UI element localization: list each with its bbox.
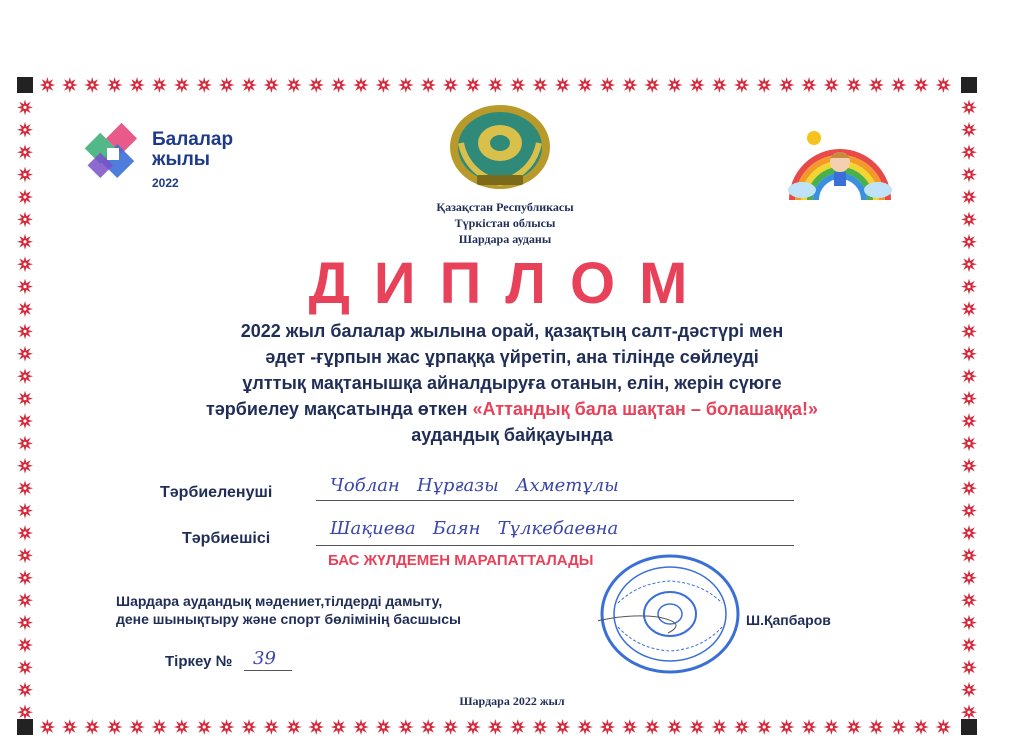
- border-star-icon: [961, 637, 977, 653]
- border-star-icon: [961, 144, 977, 160]
- border-star-icon: [17, 167, 33, 183]
- border-star-icon: [555, 77, 571, 93]
- border-star-icon: [891, 77, 907, 93]
- border-star-icon: [510, 719, 526, 735]
- border-corner-icon: [961, 719, 977, 735]
- teacher-name-handwritten: Шақиева Баян Тұлкебаевна: [330, 518, 619, 539]
- border-star-icon: [577, 719, 593, 735]
- border-star-icon: [174, 77, 190, 93]
- border-star-icon: [62, 719, 78, 735]
- border-star-icon: [17, 234, 33, 250]
- border-star-icon: [599, 77, 615, 93]
- border-star-icon: [711, 77, 727, 93]
- border-star-icon: [756, 719, 772, 735]
- border-star-icon: [17, 592, 33, 608]
- rainbow-illustration-icon: [786, 128, 894, 208]
- body-line-5: аудандық байқауында: [411, 425, 613, 445]
- body-line-1: 2022 жыл балалар жылына орай, қазақтың салт-дәстүрі мен: [240, 321, 784, 341]
- border-star-icon: [961, 391, 977, 407]
- pupil-name-handwritten: Чоблан Нұрғазы Ахметұлы: [330, 475, 619, 496]
- border-star-icon: [375, 77, 391, 93]
- border-star-icon: [263, 77, 279, 93]
- border-star-icon: [961, 570, 977, 586]
- border-star-icon: [39, 77, 55, 93]
- border-star-icon: [17, 391, 33, 407]
- border-star-icon: [17, 615, 33, 631]
- border-star-icon: [219, 719, 235, 735]
- border-star-icon: [308, 719, 324, 735]
- border-star-icon: [331, 719, 347, 735]
- border-star-icon: [17, 99, 33, 115]
- border-star-icon: [17, 323, 33, 339]
- border-star-icon: [644, 77, 660, 93]
- border-star-icon: [17, 346, 33, 362]
- border-star-icon: [487, 77, 503, 93]
- award-text: БАС ЖҮЛДЕМЕН МАРАПАТТАЛАДЫ: [328, 552, 594, 569]
- border-star-icon: [913, 77, 929, 93]
- border-star-icon: [443, 77, 459, 93]
- border-star-icon: [286, 77, 302, 93]
- border-star-icon: [17, 368, 33, 384]
- border-star-icon: [196, 719, 212, 735]
- header-district: Шардара ауданы: [458, 232, 552, 246]
- border-star-icon: [17, 637, 33, 653]
- border-star-icon: [961, 435, 977, 451]
- border-corner-icon: [17, 77, 33, 93]
- border-star-icon: [961, 615, 977, 631]
- border-star-icon: [84, 719, 100, 735]
- border-star-icon: [219, 77, 235, 93]
- border-star-icon: [17, 458, 33, 474]
- border-star-icon: [263, 719, 279, 735]
- border-star-icon: [17, 279, 33, 295]
- logo-title-line2: жылы: [152, 149, 210, 170]
- border-star-icon: [465, 719, 481, 735]
- border-star-icon: [823, 719, 839, 735]
- border-star-icon: [734, 719, 750, 735]
- logo-year: 2022: [152, 176, 179, 190]
- border-star-icon: [622, 77, 638, 93]
- border-star-icon: [961, 323, 977, 339]
- border-star-icon: [17, 659, 33, 675]
- border-star-icon: [308, 77, 324, 93]
- border-star-icon: [935, 77, 951, 93]
- border-star-icon: [487, 719, 503, 735]
- border-star-icon: [196, 77, 212, 93]
- signer-name: Ш.Қапбаров: [746, 612, 831, 628]
- border-corner-icon: [961, 77, 977, 93]
- border-star-icon: [756, 77, 772, 93]
- border-star-icon: [129, 77, 145, 93]
- border-star-icon: [599, 719, 615, 735]
- header-republic: Қазақстан Республикасы: [436, 200, 574, 214]
- border-star-icon: [801, 719, 817, 735]
- border-star-icon: [353, 719, 369, 735]
- border-star-icon: [532, 77, 548, 93]
- border-star-icon: [17, 301, 33, 317]
- border-star-icon: [961, 279, 977, 295]
- border-star-icon: [17, 480, 33, 496]
- border-star-icon: [577, 77, 593, 93]
- border-star-icon: [331, 77, 347, 93]
- footer-place-year: Шардара 2022 жыл: [459, 694, 565, 708]
- border-star-icon: [801, 77, 817, 93]
- border-star-icon: [961, 547, 977, 563]
- registration-underline: [244, 670, 292, 671]
- teacher-label: Тәрбиешісі: [182, 530, 271, 547]
- border-star-icon: [961, 122, 977, 138]
- border-star-icon: [779, 77, 795, 93]
- pupil-label: Тәрбиеленуші: [160, 484, 273, 501]
- border-star-icon: [151, 77, 167, 93]
- border-star-icon: [17, 525, 33, 541]
- border-star-icon: [129, 719, 145, 735]
- logo-title-line1: Балалар: [152, 129, 234, 150]
- department-line-1: Шардара аудандық мәдениет,тілдерді дамыту,: [116, 593, 443, 609]
- border-star-icon: [17, 144, 33, 160]
- border-star-icon: [689, 77, 705, 93]
- body-line-4: [100, 396, 924, 422]
- border-star-icon: [17, 413, 33, 429]
- border-star-icon: [17, 503, 33, 519]
- border-star-icon: [241, 719, 257, 735]
- border-star-icon: [846, 77, 862, 93]
- childrens-year-logo: [82, 118, 232, 198]
- border-star-icon: [174, 719, 190, 735]
- border-star-icon: [961, 256, 977, 272]
- border-star-icon: [622, 719, 638, 735]
- border-star-icon: [17, 256, 33, 272]
- border-star-icon: [151, 719, 167, 735]
- border-star-icon: [465, 77, 481, 93]
- registration-label: Тіркеу №: [165, 653, 233, 670]
- body-line-4-prefix: тәрбиелеу мақсатында өткен: [205, 399, 468, 419]
- border-star-icon: [17, 547, 33, 563]
- border-star-icon: [689, 719, 705, 735]
- body-line-2: әдет -ғұрпын жас ұрпаққа үйретіп, ана тілінде сөйлеуді: [265, 347, 759, 367]
- logo-mark-icon: [82, 118, 144, 190]
- body-line-3: ұлттық мақтанышқа айналдыруға отанын, елін, жерін сүюге: [242, 373, 782, 393]
- border-star-icon: [17, 211, 33, 227]
- contest-name: «Аттандық бала шақтан – болашаққа!»: [472, 399, 819, 419]
- border-star-icon: [107, 77, 123, 93]
- border-star-icon: [868, 77, 884, 93]
- registration-number: 39: [253, 648, 276, 669]
- border-star-icon: [711, 719, 727, 735]
- border-star-icon: [667, 77, 683, 93]
- border-star-icon: [667, 719, 683, 735]
- department-title: [116, 592, 461, 628]
- state-emblem-icon: [447, 103, 553, 191]
- border-star-icon: [62, 77, 78, 93]
- border-star-icon: [555, 719, 571, 735]
- border-star-icon: [961, 525, 977, 541]
- border-star-icon: [353, 77, 369, 93]
- border-star-icon: [420, 77, 436, 93]
- border-star-icon: [961, 480, 977, 496]
- border-star-icon: [107, 719, 123, 735]
- border-star-icon: [286, 719, 302, 735]
- border-star-icon: [961, 346, 977, 362]
- diploma-title: ДИПЛОМ: [308, 251, 712, 316]
- border-star-icon: [961, 368, 977, 384]
- department-line-2: дене шынықтыру және спорт бөлімінің басшысы: [116, 611, 461, 627]
- border-star-icon: [443, 719, 459, 735]
- border-star-icon: [375, 719, 391, 735]
- header-region: Түркістан облысы: [454, 216, 556, 230]
- border-star-icon: [39, 719, 55, 735]
- border-star-icon: [17, 570, 33, 586]
- border-star-icon: [961, 458, 977, 474]
- border-star-icon: [961, 234, 977, 250]
- border-star-icon: [961, 413, 977, 429]
- border-corner-icon: [17, 719, 33, 735]
- border-star-icon: [846, 719, 862, 735]
- border-star-icon: [961, 659, 977, 675]
- border-star-icon: [734, 77, 750, 93]
- border-star-icon: [868, 719, 884, 735]
- border-star-icon: [17, 435, 33, 451]
- border-star-icon: [420, 719, 436, 735]
- border-star-icon: [779, 719, 795, 735]
- border-star-icon: [961, 189, 977, 205]
- border-star-icon: [17, 189, 33, 205]
- border-star-icon: [644, 719, 660, 735]
- border-star-icon: [935, 719, 951, 735]
- teacher-underline: [316, 545, 794, 546]
- border-star-icon: [17, 122, 33, 138]
- border-star-icon: [532, 719, 548, 735]
- border-star-icon: [961, 503, 977, 519]
- official-stamp-icon: [598, 553, 742, 675]
- border-star-icon: [913, 719, 929, 735]
- border-star-icon: [398, 77, 414, 93]
- border-star-icon: [891, 719, 907, 735]
- border-star-icon: [961, 592, 977, 608]
- border-star-icon: [961, 301, 977, 317]
- border-star-icon: [823, 77, 839, 93]
- border-star-icon: [961, 211, 977, 227]
- pupil-underline: [316, 500, 794, 501]
- border-star-icon: [510, 77, 526, 93]
- border-star-icon: [241, 77, 257, 93]
- border-star-icon: [398, 719, 414, 735]
- border-star-icon: [961, 167, 977, 183]
- border-star-icon: [961, 99, 977, 115]
- border-star-icon: [84, 77, 100, 93]
